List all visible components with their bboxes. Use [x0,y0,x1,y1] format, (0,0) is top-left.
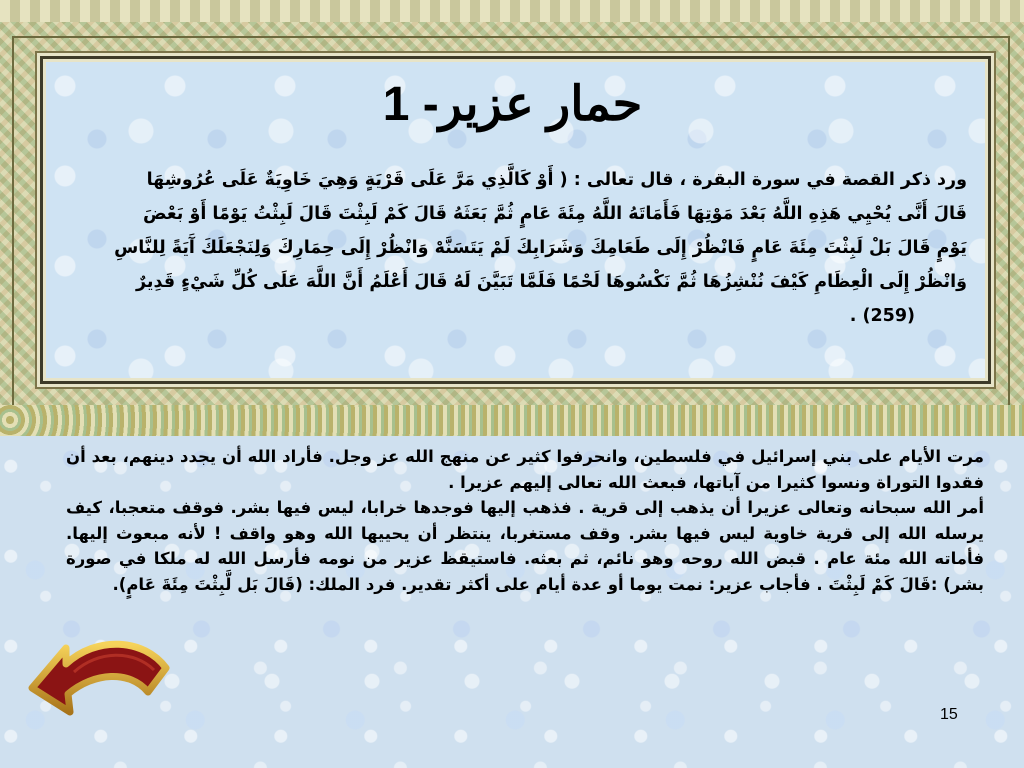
story-paragraph: مرت الأيام على بني إسرائيل في فلسطين، وانحرفوا كثير عن منهج الله عز وجل. فأراد الله أن يجدد دينهم، بعد أن فقدوا التوراة ونسوا كثيرا من آياتها، فبعث الله تعالى إليهم عزيرا . [66,447,984,492]
verse-line: وَانْظُرْ إِلَى الْعِظَامِ كَيْفَ نُنْشِزُهَا ثُمَّ نَكْسُوهَا لَحْمًا فَلَمَّا تَبَيَّنَ لَهُ قَالَ أَعْلَمُ أَنَّ اللَّهَ عَلَى كُلِّ شَيْءٍ قَدِيرٌ [136,272,967,292]
quran-verse [62,163,967,333]
verse-reference: (259) . [849,306,915,326]
verse-line: يَوْمٍ قَالَ بَلْ لَبِثْتَ مِئَةَ عَامٍ فَانْظُرْ إِلَى طَعَامِكَ وَشَرَابِكَ لَمْ يَتَسَنَّهْ وَانْظُرْ إِلَى حِمَارِكَ وَلِنَجْعَلَكَ آَيَةً لِلنَّاسِ [114,238,967,258]
curved-arrow-back-icon [26,630,176,730]
story-text [66,444,984,597]
slide-title: حمار عزير- 1 [382,78,643,131]
frame-bottom-border [0,405,1024,436]
story-paragraph: أمر الله سبحانه وتعالى عزيرا أن يذهب إلى قرية . فذهب إليها فوجدها خرابا، ليس فيها بشر. فوقف متعجبا، كيف يرسله الله إلى قرية خاوية ليس فيها بشر. وقف مستغربا، ينتظر أن يحييها الله وهو واقف ! لأنه مبعوث إليها. فأماته الله مئة عام . قبض الله روحه وهو نائم، ثم بعثه. فاستيقظ عزير من نومه فأرسل الله له ملكا في صورة بشر) :قَالَ كَمْ لَبِثْتَ . فأجاب عزير: نمت يوما أو عدة أيام على أكثر تقدير. فرد الملك: (قَالَ بَل لَّبِثْتَ مِئَةَ عَامٍ). [66,498,984,594]
verse-line: ورد ذكر القصة في سورة البقرة ، قال تعالى : ( أَوْ كَالَّذِي مَرَّ عَلَى قَرْيَةٍ وَهِيَ خَاوِيَةٌ عَلَى عُرُوشِهَا [146,170,967,190]
frame-top-border [0,0,1024,22]
back-button[interactable] [26,630,176,730]
verse-line: قَالَ أَنَّى يُحْيِي هَذِهِ اللَّهُ بَعْدَ مَوْتِهَا فَأَمَاتَهُ اللَّهُ مِئَةَ عَامٍ ثُمَّ بَعَثَهُ قَالَ كَمْ لَبِثْتَ قَالَ لَبِثْتُ يَوْمًا أَوْ بَعْضَ [143,204,967,224]
page-number: 15 [940,706,958,723]
